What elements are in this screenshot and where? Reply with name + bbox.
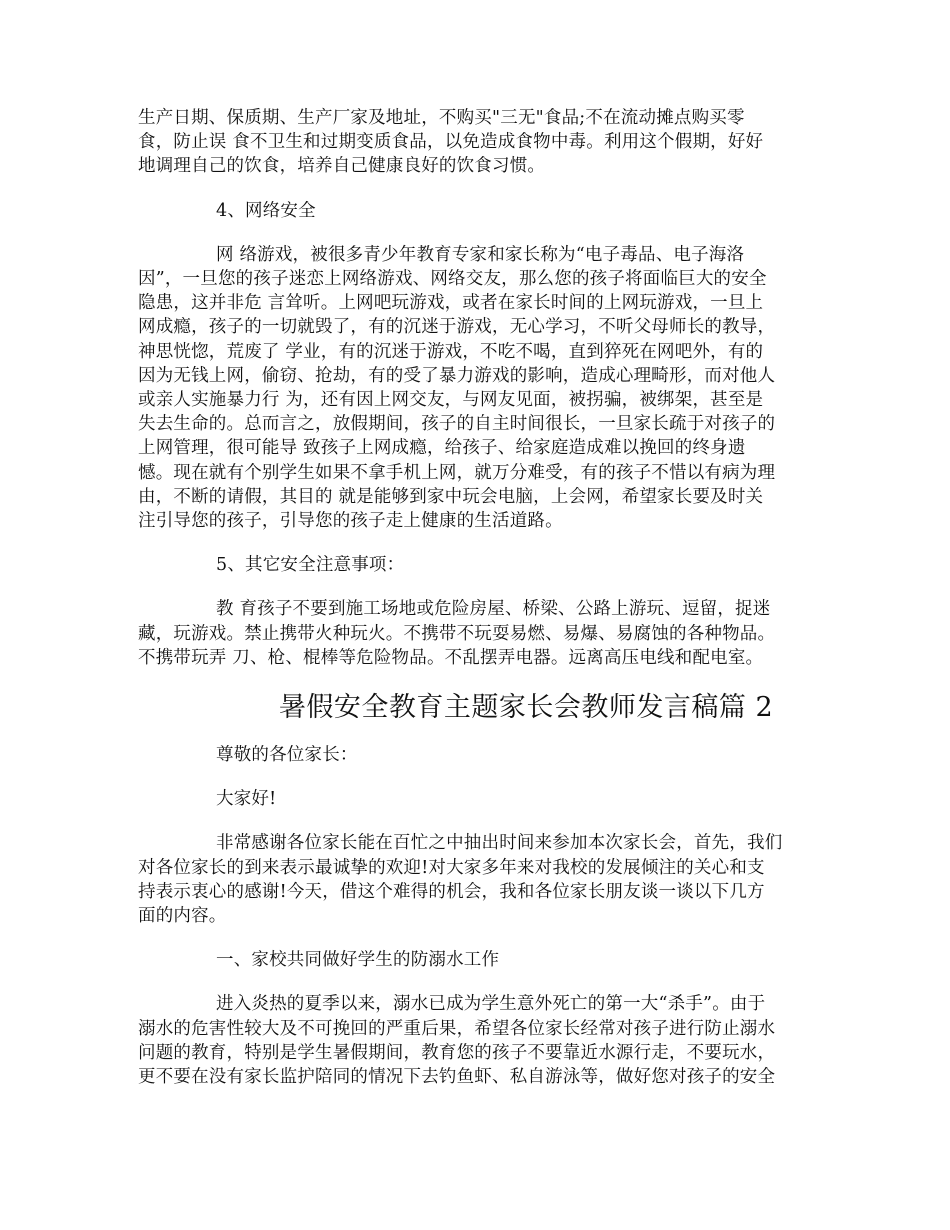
text-line: 问题的教育，特别是学生暑假期间，教育您的孩子不要靠近水源行走，不要玩水， xyxy=(138,1042,776,1063)
text-line: 更不要在没有家长监护陪同的情况下去钓鱼虾、私自游泳等，做好您对孩子的安全 xyxy=(138,1067,776,1088)
text-line: 生产日期、保质期、生产厂家及地址，不购买"三无"食品;不在流动摊点购买零 xyxy=(138,108,745,128)
text-line: 地调理自己的饮食，培养自己健康良好的饮食习惯。 xyxy=(138,156,546,177)
text-line: 因”，一旦您的孩子迷恋上网络游戏、网络交友，那么您的孩子将面临巨大的安全 xyxy=(138,269,767,290)
text-line: 失去生命的。总而言之，放假期间，孩子的自主时间很长，一旦家长疏于对孩子的 xyxy=(138,414,776,435)
text-line: 藏，玩游戏。禁止携带火种玩火。不携带不玩耍易燃、易爆、易腐蚀的各种物品。 xyxy=(138,623,776,644)
text-line: 神思恍惚，荒废了 学业，有的沉迷于游戏，不吃不喝，直到猝死在网吧外，有的 xyxy=(138,341,764,362)
text-line: 持表示衷心的感谢!今天，借这个难得的机会，我和各位家长朋友谈一谈以下几方 xyxy=(138,881,765,902)
text-line: 食，防止误 食不卫生和过期变质食品，以免造成食物中毒。利用这个假期，好好 xyxy=(138,132,764,153)
text-line: 进入炎热的夏季以来，溺水已成为学生意外死亡的第一大“杀手”。由于 xyxy=(216,994,766,1015)
paragraph-drowning xyxy=(138,992,818,1089)
text-line: 隐患，这并非危 言耸听。上网吧玩游戏，或者在家长时间的上网玩游戏，一旦上 xyxy=(138,293,764,314)
text-line: 注引导您的孩子，引导您的孩子走上健康的生活道路。 xyxy=(138,511,563,532)
paragraph-other-safety xyxy=(138,597,818,670)
text-line: 网 络游戏，被很多青少年教育专家和家长称为“电子毒品、电子海洛 xyxy=(216,244,745,265)
paragraph-food-safety xyxy=(138,106,818,179)
heading-network-safety: 4、网络安全 xyxy=(216,200,316,221)
greeting: 大家好! xyxy=(216,789,277,810)
salutation: 尊敬的各位家长： xyxy=(216,745,358,766)
section-title: 暑假安全教育主题家长会教师发言稿篇 2 xyxy=(278,692,774,724)
text-line: 不携带玩弄 刀、枪、棍棒等危险物品。不乱摆弄电器。远离高压电线和配电室。 xyxy=(138,647,764,668)
text-line: 上网管理，很可能导 致孩子上网成瘾，给孩子、给家庭造成难以挽回的终身遗 xyxy=(138,438,746,459)
text-line: 网成瘾，孩子的一切就毁了，有的沉迷于游戏，无心学习，不听父母师长的教导， xyxy=(138,317,776,338)
text-line: 由，不断的请假，其目的 就是能够到家中玩会电脑，上会网，希望家长要及时关 xyxy=(138,486,764,507)
text-line: 溺水的危害性较大及不可挽回的严重后果，希望各位家长经常对孩子进行防止溺水 xyxy=(138,1018,776,1039)
text-line: 非常感谢各位家长能在百忙之中抽出时间来参加本次家长会，首先，我们 xyxy=(216,833,783,854)
text-line: 憾。现在就有个别学生如果不拿手机上网，就万分难受，有的孩子不惜以有病为理 xyxy=(138,462,776,483)
heading-drowning: 一、家校共同做好学生的防溺水工作 xyxy=(216,950,500,971)
text-line: 对各位家长的到来表示最诚挚的欢迎!对大家多年来对我校的发展倾注的关心和支 xyxy=(138,857,765,878)
paragraph-intro xyxy=(138,831,818,928)
text-line: 因为无钱上网，偷窃、抢劫，有的受了暴力游戏的影响，造成心理畸形，而对他人 xyxy=(138,365,776,386)
paragraph-network-safety xyxy=(138,243,818,533)
text-line: 或亲人实施暴力行 为，还有因上网交友，与网友见面，被拐骗，被绑架，甚至是 xyxy=(138,390,764,411)
text-line: 教 育孩子不要到施工场地或危险房屋、桥梁、公路上游玩、逗留，捉迷 xyxy=(216,599,771,620)
text-line: 面的内容。 xyxy=(138,906,227,927)
heading-other-safety: 5、其它安全注意事项： xyxy=(216,555,405,576)
document-page xyxy=(138,106,818,1089)
